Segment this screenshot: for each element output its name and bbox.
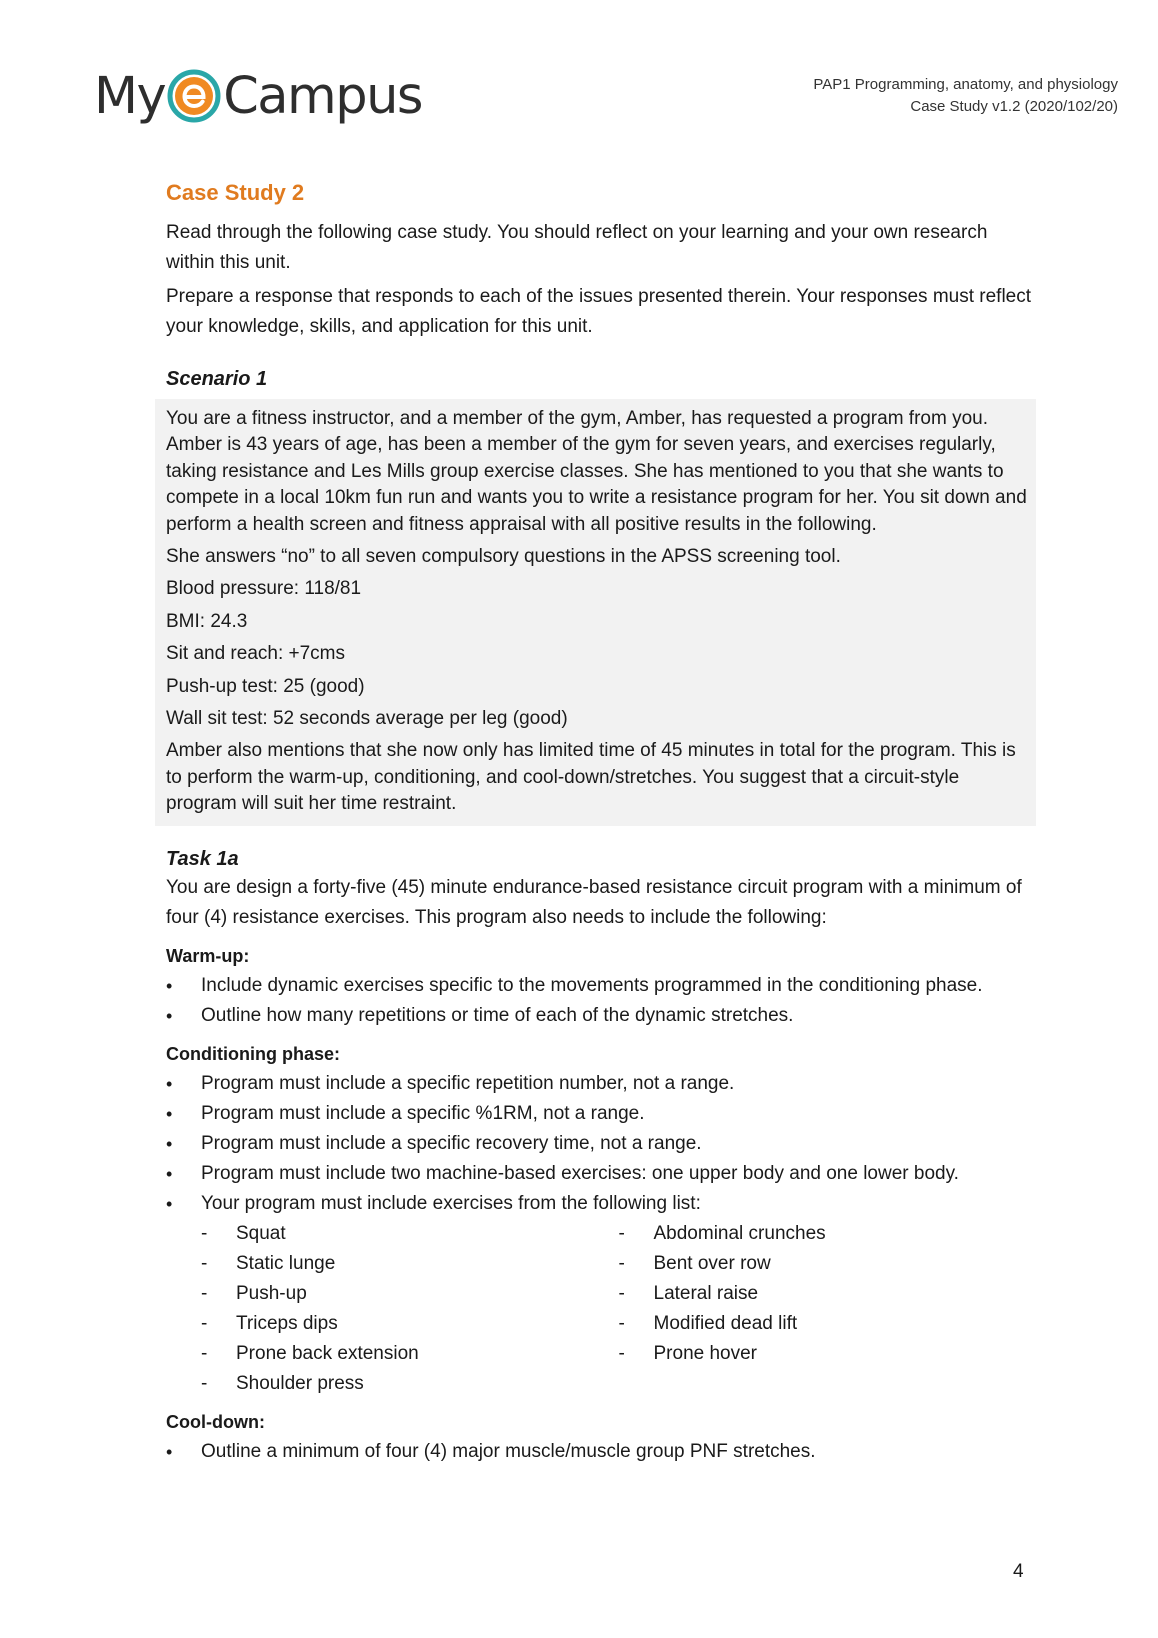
dash-icon: - — [618, 1342, 625, 1364]
bullet-icon: • — [166, 1193, 173, 1214]
intro-paragraph: Prepare a response that responds to each of the issues presented therein. Your responses must reflect your knowledge, skills, and application for this unit. — [166, 286, 1032, 337]
bullet-icon: • — [166, 1005, 173, 1026]
exercise-item — [201, 1309, 619, 1339]
warmup-list — [166, 971, 1036, 1031]
exercise-item — [619, 1309, 1037, 1339]
exercise-name: Abdominal crunches — [653, 1222, 826, 1244]
bullet-icon: • — [166, 975, 173, 996]
intro-paragraph: Read through the following case study. You should reflect on your learning and your own research within this unit. — [166, 222, 988, 273]
scenario-paragraph: She answers “no” to all seven compulsory questions in the APSS screening tool. — [166, 546, 841, 568]
list-item-text: Program must include two machine-based exercises: one upper body and one lower body. — [201, 1162, 959, 1184]
exercise-name: Prone hover — [653, 1342, 758, 1364]
scenario-paragraph: Blood pressure: 118/81 — [166, 578, 362, 600]
list-item — [166, 1099, 1036, 1129]
exercise-name: Triceps dips — [236, 1312, 338, 1334]
task-description: You are design a forty-five (45) minute endurance-based resistance circuit program with a minimum of four (4) resistance exercises. This program also needs to include the following: — [166, 876, 1022, 928]
scenario-paragraph: Push-up test: 25 (good) — [166, 675, 365, 697]
list-item-text: Program must include a specific %1RM, not a range. — [201, 1102, 645, 1124]
dash-icon: - — [201, 1312, 208, 1334]
dash-icon: - — [618, 1312, 625, 1334]
exercise-name: Squat — [236, 1222, 286, 1244]
dash-icon: - — [201, 1252, 208, 1274]
page-title: Case Study 2 — [166, 180, 305, 205]
dash-icon: - — [201, 1222, 208, 1244]
conditioning-list — [166, 1069, 1036, 1219]
task-heading: Task 1a — [166, 847, 239, 870]
exercise-name: Shoulder press — [236, 1372, 364, 1394]
list-item — [166, 1129, 1036, 1159]
scenario-paragraph: Amber also mentions that she now only has limited time of 45 minutes in total for the program. This is to perform the warm-up, conditioning, and cool-down/stretches. You suggest that a circuit-style program will suit her time restraint. — [166, 740, 1016, 815]
exercise-item — [619, 1249, 1037, 1279]
exercise-item — [201, 1369, 619, 1399]
list-item-text: Include dynamic exercises specific to the movements programmed in the conditioning phase. — [201, 974, 983, 996]
list-item — [166, 1189, 1036, 1219]
exercise-list-left — [201, 1219, 619, 1399]
document-body — [166, 180, 1036, 1467]
logo-text-campus: Campus — [223, 66, 422, 126]
list-item-text: Program must include a specific recovery time, not a range. — [201, 1132, 702, 1154]
exercise-name: Push-up — [236, 1282, 307, 1304]
bullet-icon: • — [166, 1163, 173, 1184]
logo-text-my: My — [94, 66, 166, 126]
bullet-icon: • — [166, 1103, 173, 1124]
exercise-name: Lateral raise — [653, 1282, 759, 1304]
exercise-name: Static lunge — [236, 1252, 336, 1274]
bullet-icon: • — [166, 1133, 173, 1154]
list-item — [166, 1069, 1036, 1099]
list-item-text: Program must include a specific repetition number, not a range. — [201, 1072, 735, 1094]
header-meta — [813, 74, 1118, 118]
exercise-name: Modified dead lift — [653, 1312, 798, 1334]
exercise-name: Bent over row — [653, 1252, 771, 1274]
list-item-text: Outline a minimum of four (4) major muscle/muscle group PNF stretches. — [201, 1440, 816, 1462]
dash-icon: - — [618, 1252, 625, 1274]
exercise-item — [201, 1249, 619, 1279]
list-item — [166, 1159, 1036, 1189]
exercise-list — [166, 1219, 1036, 1399]
dash-icon: - — [201, 1372, 208, 1394]
list-item — [166, 1437, 1036, 1467]
exercise-item — [201, 1219, 619, 1249]
conditioning-heading: Conditioning phase: — [166, 1043, 340, 1064]
scenario-paragraph: Sit and reach: +7cms — [166, 643, 346, 665]
warmup-heading: Warm-up: — [166, 945, 250, 966]
page-number: 4 — [1013, 1561, 1024, 1582]
exercise-name: Prone back extension — [236, 1342, 419, 1364]
dash-icon: - — [201, 1342, 208, 1364]
logo-e-icon — [167, 69, 221, 123]
intro — [166, 218, 1036, 342]
exercise-item — [619, 1279, 1037, 1309]
exercise-item — [619, 1219, 1037, 1249]
list-item — [166, 971, 1036, 1001]
dash-icon: - — [201, 1282, 208, 1304]
exercise-list-right — [619, 1219, 1037, 1399]
scenario-heading: Scenario 1 — [166, 368, 268, 390]
scenario-paragraph: BMI: 24.3 — [166, 610, 248, 632]
cooldown-heading: Cool-down: — [166, 1411, 265, 1432]
unit-title: PAP1 Programming, anatomy, and physiology — [813, 76, 1118, 93]
exercise-item — [619, 1339, 1037, 1369]
list-item-text: Outline how many repetitions or time of each of the dynamic stretches. — [201, 1004, 794, 1026]
dash-icon: - — [618, 1282, 625, 1304]
exercise-item — [201, 1279, 619, 1309]
scenario-box — [155, 399, 1036, 826]
scenario-paragraph: You are a fitness instructor, and a member of the gym, Amber, has requested a program from you. Amber is 43 years of age, has been a member of the gym for seven years, and exercises regularly, taking resistance and Les Mills group exercise classes. She has mentioned to you that she wants to compete in a local 10km fun run and wants you to write a resistance program for her. You sit down and perform a health screen and fitness appraisal with all positive results in the following. — [166, 408, 1027, 535]
bullet-icon: • — [166, 1441, 173, 1462]
document-version: Case Study v1.2 (2020/102/20) — [910, 98, 1118, 115]
dash-icon: - — [618, 1222, 625, 1244]
scenario-paragraph: Wall sit test: 52 seconds average per leg (good) — [166, 708, 568, 730]
list-item — [166, 1001, 1036, 1031]
bullet-icon: • — [166, 1073, 173, 1094]
cooldown-list — [166, 1437, 1036, 1467]
mycampus-logo — [94, 66, 422, 126]
list-item-text: Your program must include exercises from the following list: — [201, 1192, 701, 1214]
exercise-item — [201, 1339, 619, 1369]
